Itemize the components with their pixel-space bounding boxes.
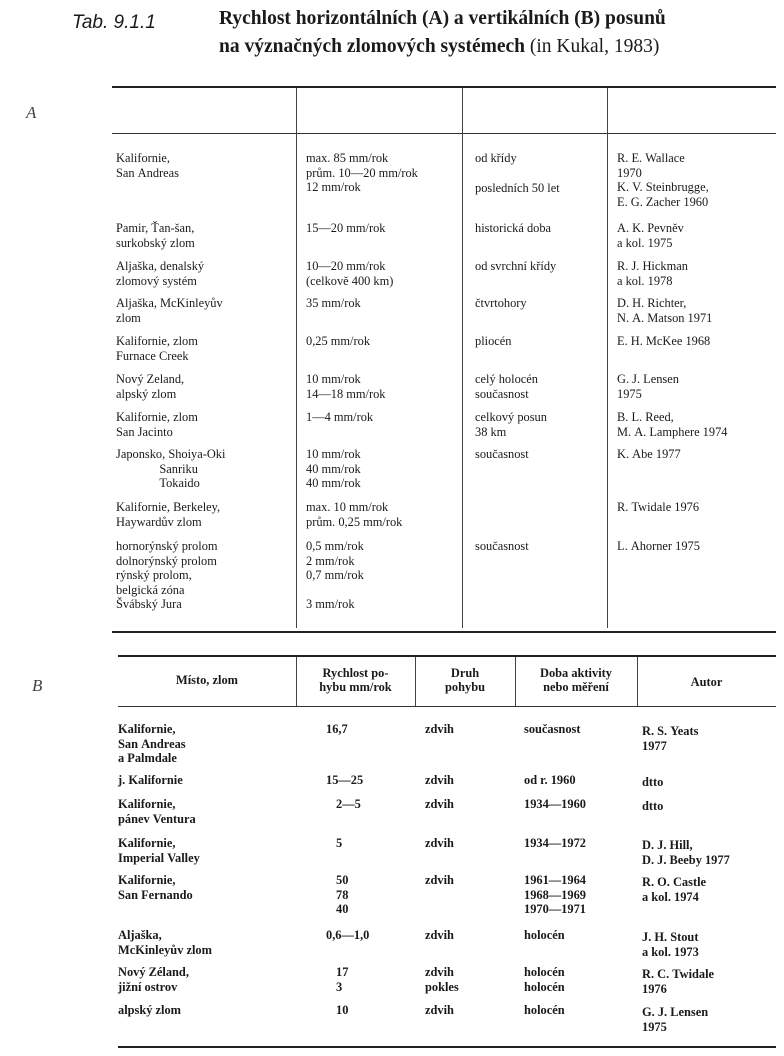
- table-b-author-cell: R. C. Twidale 1976: [642, 967, 715, 996]
- table-a-author-cell: B. L. Reed, M. A. Lamphere 1974: [617, 410, 728, 439]
- table-title-line1: Rychlost horizontálních (A) a vertikálních (B) posunů: [219, 8, 666, 29]
- table-a-activity-cell: posledních 50 let: [475, 181, 560, 195]
- table-a-rate-cell: 1—4 mm/rok: [306, 410, 374, 424]
- table-a-activity-cell: historická doba: [475, 221, 552, 235]
- table-b-header-rule: [118, 706, 776, 707]
- table-b-type-cell: zdvih: [425, 797, 454, 811]
- table-b-time-cell: holocén holocén: [524, 965, 565, 994]
- table-a-author-cell: G. J. Lensen 1975: [617, 372, 679, 401]
- section-label-b: B: [32, 676, 43, 695]
- table-b-place-cell: Kalifornie, pánev Ventura: [118, 797, 196, 826]
- table-b-place-cell: Kalifornie, San Fernando: [118, 873, 193, 902]
- table-number: Tab. 9.1.1: [72, 12, 156, 33]
- table-b-place-cell: Kalifornie, Imperial Valley: [118, 836, 200, 865]
- table-b-author-cell: dtto: [642, 775, 664, 789]
- table-b-header-cell: Rychlost po- hybu mm/rok: [319, 666, 392, 694]
- table-b-author-cell: R. O. Castle a kol. 1974: [642, 875, 707, 904]
- table-b-type-cell: zdvih: [425, 836, 454, 850]
- table-b-type-cell: zdvih pokles: [425, 965, 459, 994]
- table-a-rate-cell: 0,5 mm/rok 2 mm/rok 0,7 mm/rok 3 mm/rok: [306, 539, 364, 612]
- table-b-type-cell: zdvih: [425, 928, 454, 942]
- table-a-author-cell: D. H. Richter, N. A. Matson 1971: [617, 296, 713, 325]
- table-b-place-cell: j. Kalifornie: [118, 773, 183, 787]
- table-b-author-cell: dtto: [642, 799, 664, 813]
- title-line2-bold: na význačných zlomových systémech: [219, 36, 526, 57]
- table-a-activity-cell: současnost: [475, 447, 529, 461]
- table-a-rate-cell: 10—20 mm/rok (celkově 400 km): [306, 259, 394, 288]
- table-a-activity-cell: čtvrtohory: [475, 296, 527, 310]
- table-a-rate-cell: 0,25 mm/rok: [306, 334, 371, 348]
- table-b-place-cell: Kalifornie, San Andreas a Palmdale: [118, 722, 186, 766]
- table-a-activity-cell: od svrchní křídy: [475, 259, 557, 273]
- table-b-time-cell: holocén: [524, 928, 565, 942]
- table-a-place-cell: Aljaška, McKinleyův zlom: [116, 296, 223, 325]
- table-a-author-cell: R. E. Wallace 1970 K. V. Steinbrugge, E. G. Zacher 1960: [617, 151, 709, 209]
- table-a-rate-cell: max. 10 mm/rok prům. 0,25 mm/rok: [306, 500, 403, 529]
- table-b-type-cell: zdvih: [425, 1003, 454, 1017]
- table-a-place-cell: Pamir, Ťan-šan, surkobský zlom: [116, 221, 195, 250]
- table-b-rate-cell: 50 78 40: [336, 873, 349, 917]
- table-a-author-cell: R. Twidale 1976: [617, 500, 700, 514]
- table-b-time-cell: 1934—1960: [524, 797, 586, 811]
- table-a-activity-cell: celý holocén současnost: [475, 372, 538, 401]
- table-b-bottom-rule: [118, 1046, 776, 1048]
- table-b-author-cell: G. J. Lensen 1975: [642, 1005, 709, 1034]
- table-b-rate-cell: 10: [336, 1003, 349, 1017]
- table-a-author-cell: R. J. Hickman a kol. 1978: [617, 259, 688, 288]
- table-b-rate-cell: 15—25: [326, 773, 364, 787]
- table-b-time-cell: 1961—1964 1968—1969 1970—1971: [524, 873, 586, 917]
- table-b-time-cell: současnost: [524, 722, 581, 736]
- table-b-author-cell: J. H. Stout a kol. 1973: [642, 930, 699, 959]
- table-a-activity-cell: pliocén: [475, 334, 512, 348]
- table-a-activity-cell: celkový posun 38 km: [475, 410, 547, 439]
- table-a-rate-cell: 10 mm/rok 14—18 mm/rok: [306, 372, 386, 401]
- table-b-rate-cell: 5: [336, 836, 343, 850]
- table-a-author-cell: L. Ahorner 1975: [617, 539, 700, 553]
- table-b-place-cell: alpský zlom: [118, 1003, 181, 1017]
- table-b-type-cell: zdvih: [425, 873, 454, 887]
- table-b-rate-cell: 17 3: [336, 965, 349, 994]
- table-b-place-cell: Aljaška, McKinleyův zlom: [118, 928, 212, 957]
- table-b-top-rule: [118, 655, 776, 657]
- table-a-place-cell: Kalifornie, zlom Furnace Creek: [116, 334, 198, 363]
- table-b-header-cell: Místo, zlom: [176, 673, 238, 687]
- table-a-rate-cell: 10 mm/rok 40 mm/rok 40 mm/rok: [306, 447, 361, 491]
- table-a-rate-cell: 15—20 mm/rok: [306, 221, 386, 235]
- table-a-rate-cell: max. 85 mm/rok prům. 10—20 mm/rok 12 mm/rok: [306, 151, 418, 195]
- table-b-author-cell: R. S. Yeats 1977: [642, 724, 699, 753]
- table-b-header-cell: Autor: [690, 675, 723, 689]
- table-b-place-cell: Nový Zéland, jižní ostrov: [118, 965, 189, 994]
- table-b-type-cell: zdvih: [425, 722, 454, 736]
- section-label-a: A: [26, 103, 37, 122]
- table-b-rate-cell: 2—5: [336, 797, 361, 811]
- table-a-place-cell: hornorýnský prolom dolnorýnský prolom rýnský prolom, belgická zóna Švábský Jura: [116, 539, 218, 612]
- table-a-place-cell: Japonsko, Shoiya-Oki Sanriku Tokaido: [116, 447, 226, 491]
- table-a-place-cell: Kalifornie, San Andreas: [116, 151, 179, 180]
- table-a-place-cell: Aljaška, denalský zlomový systém: [116, 259, 205, 288]
- table-a-activity-cell: současnost: [475, 539, 529, 553]
- title-source: (in Kukal, 1983): [525, 36, 660, 57]
- table-a-place-cell: Kalifornie, Berkeley, Haywardův zlom: [116, 500, 221, 529]
- table-b-time-cell: od r. 1960: [524, 773, 576, 787]
- table-b-header-cell: Druh pohybu: [445, 666, 485, 694]
- table-b-rate-cell: 0,6—1,0: [326, 928, 370, 942]
- table-b-time-cell: 1934—1972: [524, 836, 586, 850]
- table-a-activity-cell: od křídy: [475, 151, 517, 165]
- table-a-place-cell: Kalifornie, zlom San Jacinto: [116, 410, 198, 439]
- table-b-author-cell: D. J. Hill, D. J. Beeby 1977: [642, 838, 730, 867]
- table-a-author-cell: A. K. Pevněv a kol. 1975: [617, 221, 684, 250]
- table-a-author-cell: E. H. McKee 1968: [617, 334, 711, 348]
- table-b-rate-cell: 16,7: [326, 722, 348, 736]
- table-b-type-cell: zdvih: [425, 773, 454, 787]
- table-a-rate-cell: 35 mm/rok: [306, 296, 361, 310]
- table-a-place-cell: Nový Zeland, alpský zlom: [116, 372, 185, 401]
- table-b-header-cell: Doba aktivity nebo měření: [540, 666, 612, 694]
- table-b-time-cell: holocén: [524, 1003, 565, 1017]
- table-a-author-cell: K. Abe 1977: [617, 447, 681, 461]
